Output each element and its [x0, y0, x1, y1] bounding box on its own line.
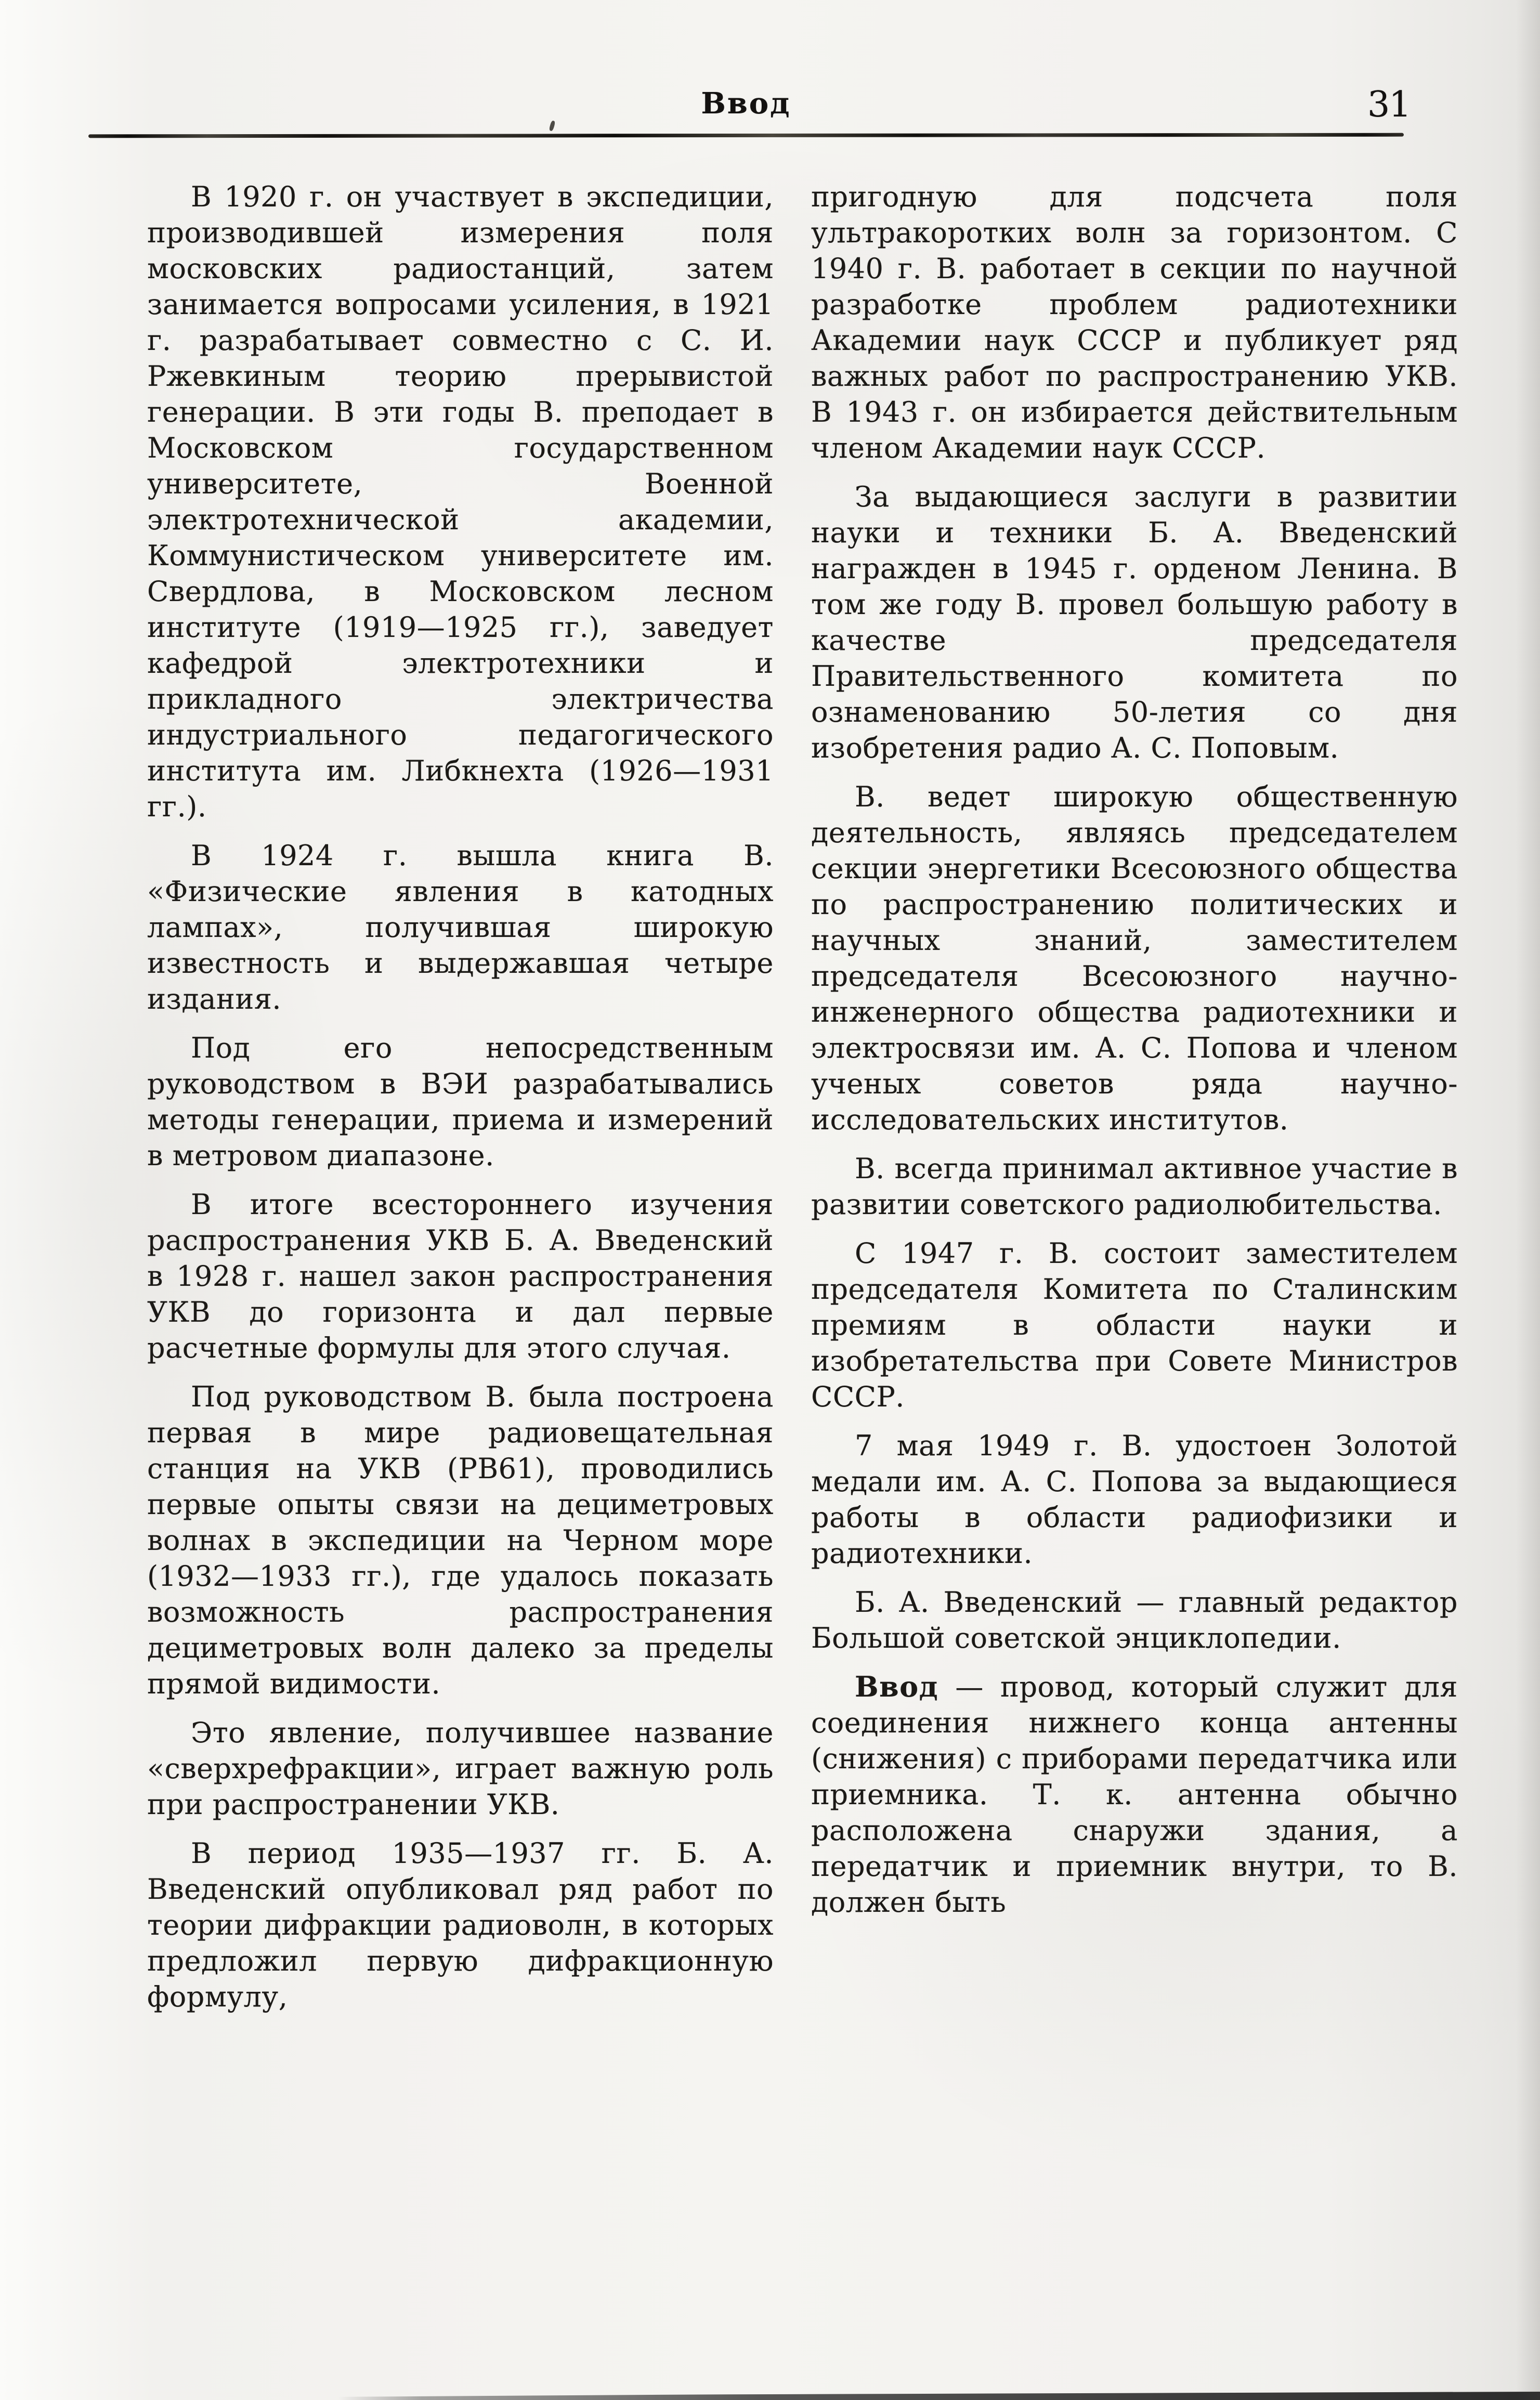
left-column	[147, 179, 774, 2028]
paragraph: С 1947 г. В. состоит заместителем председателя Комитета по Сталинским премиям в области науки и изобретательства при Совете Министров СССР.	[811, 1237, 1458, 1413]
entry-body-text: — провод, который служит для соединения нижнего конца антенны (снижения) с приборами передатчика или приемника. Т. к. антенна обычно расположена снаружи здания, а передатчик и приемник внутри, то В. должен быть	[811, 1671, 1458, 1919]
paragraph: Под его непосредственным руководством в ВЭИ разрабатывались методы генерации, приема и измерений в метровом диапазоне.	[147, 1032, 774, 1172]
paragraph: В период 1935—1937 гг. Б. А. Введенский опубликовал ряд работ по теории дифракции радиоволн, в которых предложил первую дифракционную формулу,	[147, 1837, 774, 2013]
paragraph: За выдающиеся заслуги в развитии науки и техники Б. А. Введенский награжден в 1945 г. орденом Ленина. В том же году В. провел большую работу в качестве председателя Правительственного комитета по ознаменованию 50-летия со дня изобретения радио А. С. Поповым.	[811, 480, 1458, 764]
paragraph: В 1920 г. он участвует в экспедиции, производившей измерения поля московских радиостанций, затем занимается вопросами усиления, в 1921 г. разрабатывает совместно с С. И. Ржевкиным теорию прерывистой генерации. В эти годы В. преподает в Московском государственном университете, Военной электротехнической академии, Коммунистическом университете им. Свердлова, в Московском лесном институте (1919—1925 гг.), заведует кафедрой электротехники и прикладного электричества индустриального педагогического института им. Либкнехта (1926—1931 гг.).	[147, 180, 774, 823]
running-head-title: Ввод	[701, 86, 791, 121]
scan-edge-shadow	[338, 2392, 1540, 2400]
paragraph: Под руководством В. была построена первая в мире радиовещательная станция на УКВ (РВ61), проводились первые опыты связи на дециметровых волнах в экспедиции на Черном море (1932—1933 гг.), где удалось показать возможность распространения дециметровых волн далеко за пределы прямой видимости.	[147, 1380, 774, 1700]
paragraph: В. всегда принимал активное участие в развитии советского радиолюбительства.	[811, 1152, 1458, 1221]
scan-speck	[549, 120, 555, 131]
right-column	[811, 179, 1458, 1933]
paragraph: Б. А. Введенский — главный редактор Большой советской энциклопедии.	[811, 1586, 1458, 1654]
paragraph-continuation: пригодную для подсчета поля ультракоротких волн за горизонтом. С 1940 г. В. работает в секции по научной разработке проблем радиотехники Академии наук СССР и публикует ряд важных работ по распространению УКВ. В 1943 г. он избирается действительным членом Академии наук СССР.	[811, 180, 1458, 464]
scan-gutter-shade	[1516, 0, 1540, 2400]
paragraph: В итоге всестороннего изучения распространения УКВ Б. А. Введенский в 1928 г. нашел закон распространения УКВ до горизонта и дал первые расчетные формулы для этого случая.	[147, 1188, 774, 1364]
paragraph: 7 мая 1949 г. В. удостоен Золотой медали им. А. С. Попова за выдающиеся работы в области радиофизики и радиотехники.	[811, 1429, 1458, 1570]
paragraph: В 1924 г. вышла книга В. «Физические явления в катодных лампах», получившая широкую известность и выдержавшая четыре издания.	[147, 839, 774, 1015]
header-rule	[88, 133, 1404, 138]
page-number: 31	[1367, 84, 1411, 125]
paragraph: Это явление, получившее название «сверхрефракции», играет важную роль при распространении УКВ.	[147, 1716, 774, 1821]
dictionary-entry	[811, 1669, 1458, 1920]
paragraph: В. ведет широкую общественную деятельность, являясь председателем секции энергетики Всесоюзного общества по распространению политических и научных знаний, заместителем председателя Всесоюзного научно-инженерного общества радиотехники и электросвязи им. А. С. Попова и членом ученых советов ряда научно-исследовательских институтов.	[811, 780, 1458, 1136]
entry-headword: Ввод	[855, 1670, 939, 1703]
